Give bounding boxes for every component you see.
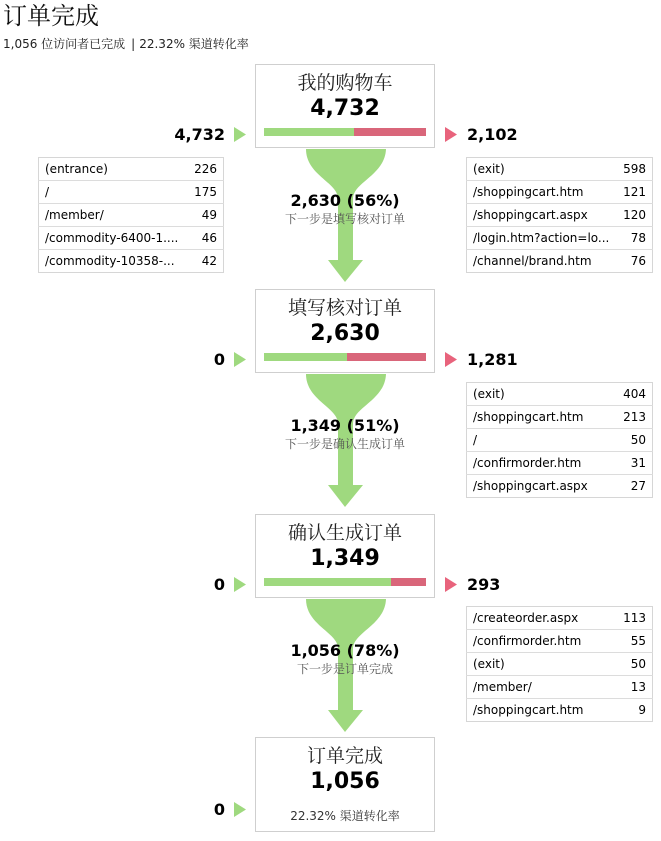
step-name: 确认生成订单 <box>287 522 402 544</box>
funnel-arrow <box>328 710 363 732</box>
entrance-arrow-icon <box>234 352 246 367</box>
step-conversion <box>235 191 455 227</box>
completed-count: 1,056 位访问者已完成 <box>3 37 126 51</box>
page-path[interactable]: / <box>467 429 613 452</box>
page-path[interactable]: /confirmorder.htm <box>467 630 612 653</box>
step-entered-count: 0 <box>213 575 225 594</box>
page-path[interactable]: /shoppingcart.aspx <box>467 204 618 227</box>
page-path[interactable]: /member/ <box>467 676 612 699</box>
page-path[interactable]: /channel/brand.htm <box>467 250 618 273</box>
table-row[interactable] <box>467 158 653 181</box>
exit-pages-table <box>466 157 653 273</box>
page-path[interactable]: /commodity-6400-1.... <box>39 227 188 250</box>
table-row[interactable] <box>467 406 653 429</box>
step-exited-count[interactable]: 2,102 <box>467 125 518 144</box>
page-count: 31 <box>612 452 652 475</box>
exit-pages-table <box>466 606 653 722</box>
funnel-arrow <box>328 485 363 507</box>
page-count: 55 <box>611 630 652 653</box>
conversion-value: 2,630 (56%) <box>290 191 400 210</box>
step-progress-bar <box>264 578 426 586</box>
page-count: 13 <box>611 676 652 699</box>
step-entered-count: 4,732 <box>174 125 225 144</box>
step-visitor-count: 2,630 <box>310 321 380 346</box>
page-count: 120 <box>617 204 652 227</box>
page-title: 订单完成 <box>3 2 99 30</box>
table-row[interactable] <box>39 158 224 181</box>
table-row[interactable] <box>467 204 653 227</box>
funnel-step-shopping-cart[interactable] <box>255 64 435 148</box>
exit-arrow-icon <box>445 352 457 367</box>
page-count: 78 <box>617 227 652 250</box>
table-row[interactable] <box>467 653 653 676</box>
page-count: 9 <box>611 699 652 722</box>
page-count: 213 <box>612 406 652 429</box>
page-count: 49 <box>188 204 224 227</box>
table-row[interactable] <box>467 676 653 699</box>
page-count: 598 <box>623 162 646 176</box>
entrance-sources-table <box>38 157 224 273</box>
funnel-step-order-complete[interactable] <box>255 737 435 832</box>
step-conversion <box>235 416 455 452</box>
table-row[interactable] <box>467 475 653 498</box>
step-name: 我的购物车 <box>297 72 393 94</box>
step-entered-count: 0 <box>213 800 225 819</box>
page-count: 46 <box>188 227 224 250</box>
page-count: 50 <box>611 653 652 676</box>
exit-arrow-icon <box>445 127 457 142</box>
step-progress-bar <box>264 128 426 136</box>
page-path[interactable]: (exit) <box>473 162 505 176</box>
step-progress-fill <box>264 353 347 361</box>
entrance-arrow-icon <box>234 127 246 142</box>
table-row[interactable] <box>467 630 653 653</box>
page-path[interactable]: /confirmorder.htm <box>467 452 613 475</box>
table-row[interactable] <box>467 181 653 204</box>
table-row[interactable] <box>467 607 653 630</box>
step-progress-bar <box>264 353 426 361</box>
table-row[interactable] <box>467 699 653 722</box>
page-path[interactable]: (entrance) <box>45 162 108 176</box>
step-exited-count[interactable]: 1,281 <box>467 350 518 369</box>
conversion-label: 下一步是订单完成 <box>296 662 393 676</box>
table-row[interactable] <box>467 250 653 273</box>
page-path[interactable]: /member/ <box>39 204 188 227</box>
step-name: 订单完成 <box>306 745 383 767</box>
page-count: 404 <box>623 387 646 401</box>
step-visitor-count: 1,056 <box>310 769 380 794</box>
step-conversion <box>235 641 455 677</box>
page-path[interactable]: (exit) <box>467 653 612 676</box>
entrance-arrow-icon <box>234 802 246 817</box>
page-path[interactable]: /shoppingcart.htm <box>467 406 613 429</box>
page-path[interactable]: /login.htm?action=lo... <box>467 227 618 250</box>
table-row[interactable] <box>467 452 653 475</box>
page-count: 226 <box>194 162 217 176</box>
page-path[interactable]: /shoppingcart.htm <box>467 181 618 204</box>
page-count: 42 <box>188 250 224 273</box>
exit-arrow-icon <box>445 577 457 592</box>
table-row[interactable] <box>39 250 224 273</box>
funnel-step-fill-order[interactable] <box>255 289 435 373</box>
page-count: 175 <box>188 181 224 204</box>
step-progress-fill <box>264 128 354 136</box>
table-row[interactable] <box>39 227 224 250</box>
step-conversion-note: 22.32% 渠道转化率 <box>290 809 400 823</box>
step-visitor-count: 1,349 <box>310 546 380 571</box>
conversion-label: 下一步是确认生成订单 <box>284 437 405 451</box>
page-path[interactable]: /createorder.aspx <box>473 611 579 625</box>
page-path[interactable]: /commodity-10358-... <box>39 250 188 273</box>
conversion-value: 1,349 (51%) <box>290 416 400 435</box>
page-path[interactable]: /shoppingcart.aspx <box>467 475 613 498</box>
page-path[interactable]: /shoppingcart.htm <box>467 699 612 722</box>
table-row[interactable] <box>39 181 224 204</box>
step-visitor-count: 4,732 <box>310 96 380 121</box>
page-path[interactable]: (exit) <box>473 387 505 401</box>
table-row[interactable] <box>467 383 653 406</box>
step-exited-count[interactable]: 293 <box>467 575 501 594</box>
page-count: 113 <box>623 611 646 625</box>
funnel-conversion-rate: 22.32% 渠道转化率 <box>139 37 249 51</box>
funnel-step-confirm-order[interactable] <box>255 514 435 598</box>
page-count: 121 <box>617 181 652 204</box>
page-path[interactable]: / <box>39 181 188 204</box>
table-row[interactable] <box>467 429 653 452</box>
step-progress-fill <box>264 578 391 586</box>
exit-pages-table <box>466 382 653 498</box>
page-count: 50 <box>612 429 652 452</box>
conversion-value: 1,056 (78%) <box>290 641 400 660</box>
step-name: 填写核对订单 <box>287 297 402 319</box>
separator: | <box>131 37 136 51</box>
step-entered-count: 0 <box>213 350 225 369</box>
table-row[interactable] <box>467 227 653 250</box>
funnel-arrow <box>328 260 363 282</box>
conversion-label: 下一步是填写核对订单 <box>284 212 405 226</box>
page-count: 76 <box>617 250 652 273</box>
entrance-arrow-icon <box>234 577 246 592</box>
table-row[interactable] <box>39 204 224 227</box>
page-count: 27 <box>612 475 652 498</box>
